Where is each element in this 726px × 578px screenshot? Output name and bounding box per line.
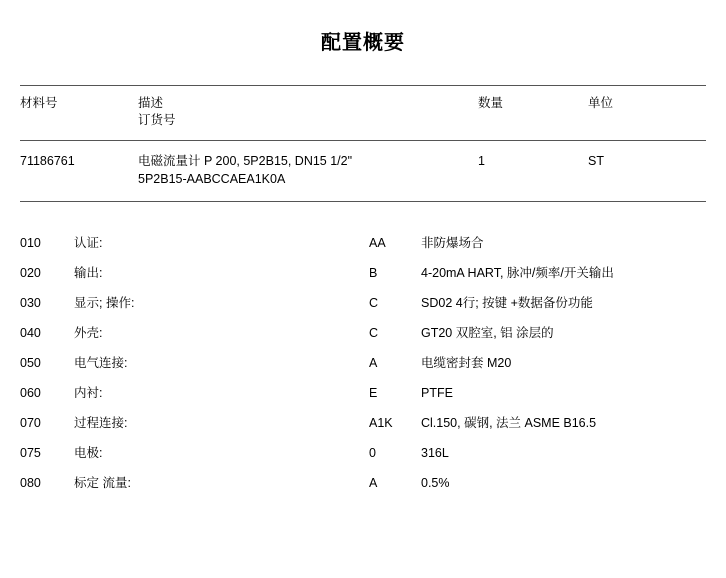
spec-code: 080 xyxy=(20,476,41,490)
spec-code: 060 xyxy=(20,386,41,400)
list-item xyxy=(20,408,706,438)
spec-label: 电极: xyxy=(74,446,103,460)
spec-code: 040 xyxy=(20,326,41,340)
table-header-row xyxy=(20,86,706,140)
spec-label: 显示; 操作: xyxy=(74,296,135,310)
spec-text: Cl.150, 碳钢, 法兰 ASME B16.5 xyxy=(421,416,597,430)
spec-text: 电缆密封套 M20 xyxy=(421,356,512,370)
list-item xyxy=(20,348,706,378)
list-item xyxy=(20,378,706,408)
cell-unit: ST xyxy=(588,154,604,168)
spec-code: 075 xyxy=(20,446,41,460)
spec-value: AA xyxy=(369,236,386,250)
spec-code: 050 xyxy=(20,356,41,370)
configuration-table-body xyxy=(20,141,706,201)
spec-label: 认证: xyxy=(74,236,103,250)
spec-value: C xyxy=(369,296,379,310)
spec-text: 4-20mA HART, 脉冲/频率/开关输出 xyxy=(421,266,614,280)
spec-value: C xyxy=(369,326,379,340)
spec-text: SD02 4行; 按键 +数据备份功能 xyxy=(421,296,593,310)
cell-description-main: 电磁流量计 P 200, 5P2B15, DN15 1/2" xyxy=(138,154,353,168)
spec-text: 316L xyxy=(421,446,449,460)
cell-description xyxy=(138,152,478,188)
column-header-description xyxy=(138,95,478,129)
spec-text: PTFE xyxy=(421,386,453,400)
spec-label: 内衬: xyxy=(74,386,103,400)
list-item xyxy=(20,288,706,318)
spec-label: 标定 流量: xyxy=(74,476,131,490)
spec-label: 外壳: xyxy=(74,326,103,340)
spec-label: 输出: xyxy=(74,266,103,280)
specification-list xyxy=(20,202,706,498)
column-header-unit: 单位 xyxy=(588,96,614,110)
spec-code: 070 xyxy=(20,416,41,430)
list-item xyxy=(20,438,706,468)
column-header-description-sub: 订货号 xyxy=(138,113,176,127)
spec-value: A xyxy=(369,476,378,490)
list-item xyxy=(20,318,706,348)
spec-value: 0 xyxy=(369,446,376,460)
column-header-material-no: 材料号 xyxy=(20,96,58,110)
cell-material-no: 71186761 xyxy=(20,154,75,168)
list-item xyxy=(20,258,706,288)
list-item xyxy=(20,468,706,498)
document-page xyxy=(0,26,726,578)
table-row xyxy=(20,141,706,201)
list-item xyxy=(20,228,706,258)
spec-value: A1K xyxy=(369,416,393,430)
spec-text: GT20 双腔室, 铝 涂层的 xyxy=(421,326,554,340)
spec-code: 010 xyxy=(20,236,41,250)
spec-label: 电气连接: xyxy=(74,356,128,370)
spec-value: E xyxy=(369,386,378,400)
cell-order-code: 5P2B15-AABCCAEA1K0A xyxy=(138,172,286,186)
spec-label: 过程连接: xyxy=(74,416,128,430)
spec-text: 非防爆场合 xyxy=(421,236,484,250)
cell-quantity: 1 xyxy=(478,154,485,168)
spec-value: A xyxy=(369,356,378,370)
configuration-table xyxy=(20,86,706,140)
column-header-description-main: 描述 xyxy=(138,96,164,110)
page-title: 配置概要 xyxy=(321,32,405,54)
spec-text: 0.5% xyxy=(421,476,450,490)
spec-code: 020 xyxy=(20,266,41,280)
spec-value: B xyxy=(369,266,378,280)
column-header-quantity: 数量 xyxy=(478,96,504,110)
spec-code: 030 xyxy=(20,296,41,310)
